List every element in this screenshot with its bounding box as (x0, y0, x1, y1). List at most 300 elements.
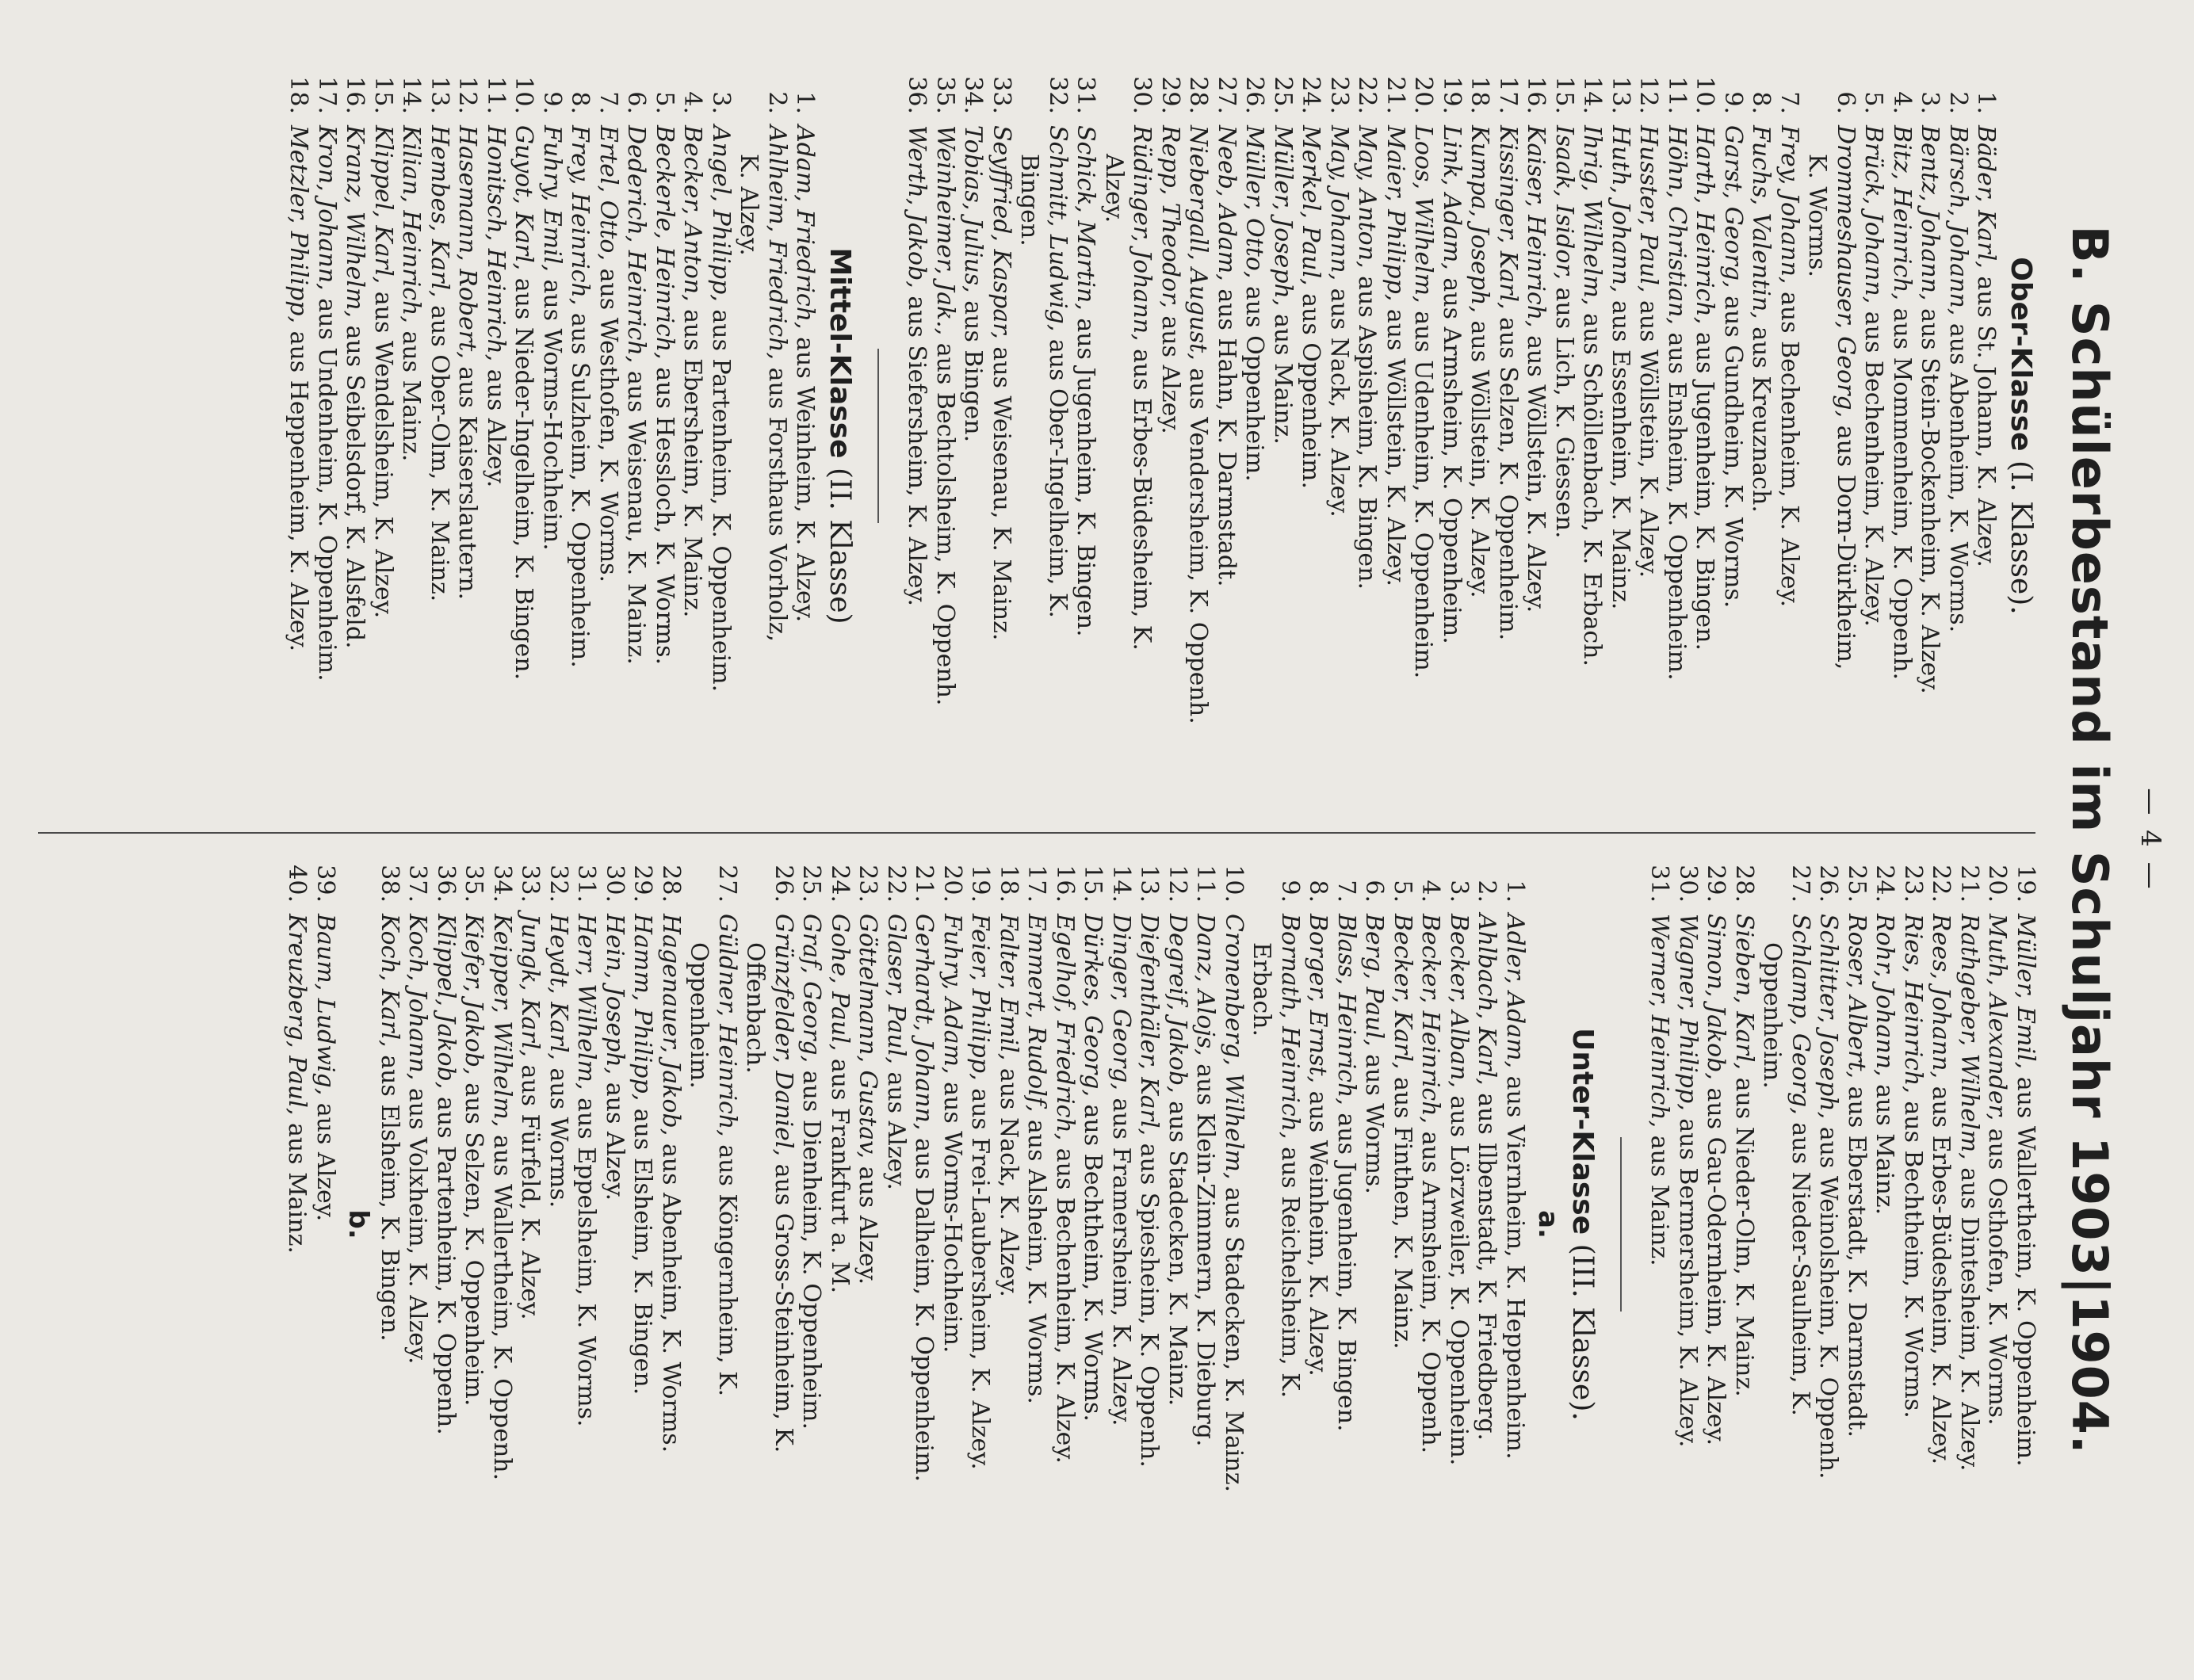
student-entry (460, 852, 488, 1597)
entry-number: 3. (1445, 880, 1473, 903)
student-origin: aus Osthofen, K. Worms. (1983, 1128, 2012, 1426)
student-origin-continued: Oppenheim. (1758, 942, 1787, 1089)
student-name: Dederich, Heinrich, (622, 125, 651, 364)
entry-text (938, 914, 967, 1597)
student-entry (1107, 852, 1136, 1597)
entry-number: 7. (1775, 91, 1803, 114)
mittel-klasse-list-continued (1646, 852, 2039, 1597)
student-origin: aus Eberstadt, K. Darmstadt. (1843, 1086, 1871, 1438)
student-entry (572, 852, 601, 1597)
entry-text (1438, 125, 1466, 808)
student-name: Rüdinger, Johann, (1128, 125, 1156, 342)
entry-text (1304, 914, 1332, 1597)
column-divider (38, 832, 2035, 834)
student-origin-continued: Oppenheim. (685, 942, 713, 1089)
student-name: May, Anton, (1353, 125, 1382, 269)
student-entry (1607, 63, 1635, 808)
entry-number: 21. (910, 865, 938, 903)
student-origin: aus Siefersheim, K. Alzey. (903, 296, 931, 607)
student-entry (685, 852, 741, 1597)
student-origin: aus Dintesheim, K. Alzey. (1955, 1167, 1983, 1472)
entry-number: 9. (1276, 880, 1304, 903)
entry-text (1814, 914, 1843, 1597)
entry-text (1944, 125, 1973, 808)
ober-klasse-list (903, 63, 2001, 808)
entry-text (1184, 125, 1213, 808)
student-origin: aus Dalheim, K. Oppenheim. (910, 1137, 938, 1483)
student-origin: aus Vendersheim, K. Oppenh. (1184, 368, 1213, 724)
entry-number: 19. (2012, 865, 2039, 903)
entry-text (1550, 125, 1579, 808)
entry-number: 39. (312, 865, 339, 903)
student-entry (2012, 852, 2040, 1597)
student-entry (1022, 852, 1051, 1597)
entry-text (1607, 125, 1635, 808)
student-name: Angel, Philipp, (707, 125, 735, 302)
student-entry (1325, 63, 1354, 808)
entry-number: 17. (1022, 865, 1051, 903)
entry-text (931, 125, 960, 808)
entry-number: 11. (1663, 76, 1691, 114)
student-entry (622, 63, 651, 808)
student-entry (657, 852, 686, 1597)
entry-text (678, 125, 707, 808)
student-name: Merkel, Paul, (1297, 125, 1325, 286)
student-name: Ihrig, Wilhelm, (1578, 125, 1607, 306)
student-origin: aus Dienheim, K. Oppenheim. (797, 1070, 826, 1430)
student-origin: aus Frankfurt a. M. (826, 1058, 854, 1294)
entry-text (1871, 914, 1899, 1597)
student-entry (1297, 63, 1325, 808)
student-origin-continued: K. Worms. (1803, 154, 1832, 278)
student-name: Schick, Martin, (1072, 125, 1100, 311)
student-entry (482, 63, 510, 808)
student-name: Fuhry, Emil, (538, 125, 566, 272)
student-origin: aus Jugenheim, K. Bingen. (1072, 318, 1100, 637)
ober-klasse-heading (2007, 63, 2035, 808)
entry-number: 25. (1269, 76, 1297, 114)
entry-number: 24. (826, 865, 854, 903)
student-name: Kranz, Wilhelm, (341, 125, 369, 318)
student-origin: aus Selzen, K. Oppenheim. (460, 1082, 488, 1407)
student-origin: aus Alzey. (882, 1071, 910, 1190)
student-entry (1691, 63, 1719, 808)
entry-text (510, 125, 538, 808)
student-entry (1944, 63, 1973, 808)
entry-text (1416, 914, 1445, 1597)
student-name: Honitsch, Heinrich, (482, 125, 510, 362)
student-name: Jungk, Karl, (516, 914, 545, 1057)
student-entry (903, 63, 931, 808)
entry-text (285, 125, 313, 808)
entry-text (1191, 914, 1220, 1597)
entry-number: 24. (1297, 76, 1325, 114)
student-origin: aus Undenheim, K. Oppenheim. (313, 298, 341, 682)
student-entry (1888, 63, 1917, 808)
entry-text (1899, 914, 1928, 1597)
student-name: Kilian, Heinrich, (397, 125, 426, 323)
entry-text (1466, 125, 1494, 808)
student-origin: aus Kreuznach. (1747, 326, 1775, 513)
student-name: Metzler, Philipp, (285, 125, 313, 324)
entry-number: 22. (882, 865, 910, 903)
entry-number: 16. (1051, 865, 1079, 903)
entry-text (1409, 125, 1438, 808)
entry-number: 5. (651, 91, 678, 114)
student-entry (397, 63, 426, 808)
entry-text (1843, 914, 1871, 1597)
entry-number: 22. (1927, 865, 1955, 903)
student-origin: aus Wöllstein, K. Alzey. (1522, 335, 1550, 613)
entry-text (1445, 914, 1473, 1597)
student-name: Kiefer, Jakob, (460, 914, 488, 1075)
unter-klasse-sub-b: b. (342, 1209, 375, 1239)
student-name: Muth, Alexander, (1983, 914, 2012, 1121)
student-entry (959, 63, 988, 808)
student-name: Schlitter, Joseph, (1814, 914, 1843, 1120)
student-entry (453, 63, 482, 808)
student-name: Güldner, Heinrich, (713, 914, 741, 1137)
entry-text (397, 125, 426, 808)
entry-number: 10. (1691, 76, 1719, 114)
student-origin: aus Alzey. (854, 1166, 882, 1285)
entry-text (1240, 125, 1269, 808)
entry-number: 29. (1702, 865, 1730, 903)
student-entry (1955, 852, 1984, 1597)
entry-number: 31. (1072, 76, 1100, 114)
student-name: Heydt, Karl, (545, 914, 572, 1060)
entry-number: 2. (1473, 880, 1501, 903)
right-column (283, 852, 2039, 1597)
left-column (285, 63, 2039, 808)
student-entry (594, 63, 623, 808)
student-name: Baum, Ludwig, (312, 914, 339, 1096)
student-name: Niebergall, August, (1184, 125, 1213, 361)
student-entry (797, 852, 826, 1597)
student-entry (707, 63, 736, 808)
student-entry (566, 63, 594, 808)
student-name: Hamm, Philipp, (629, 914, 657, 1102)
entry-text (854, 914, 882, 1597)
student-entry (1803, 63, 1860, 808)
entry-number: 16. (1522, 76, 1550, 114)
student-name: Kumpa, Joseph, (1466, 125, 1494, 313)
student-entry (1473, 852, 1501, 1597)
entry-text (1213, 125, 1241, 808)
student-origin: aus Partenheim, K. Oppenheim. (707, 309, 735, 693)
student-entry (601, 852, 629, 1597)
student-origin: aus Elsheim, K. Bingen. (629, 1108, 657, 1396)
student-entry (1079, 852, 1107, 1597)
entry-number: 4. (1416, 880, 1445, 903)
entry-text (1691, 125, 1719, 808)
mittel-klasse-heading (826, 63, 854, 808)
student-origin: aus Mainz. (397, 330, 426, 462)
student-entry (426, 63, 454, 808)
unter-klasse-list-a (376, 852, 1530, 1597)
student-origin: aus Mommenheim, K. Oppenh. (1888, 307, 1916, 681)
entry-number: 15. (369, 76, 397, 114)
student-origin: aus Armsheim, K. Oppenheim. (1438, 277, 1466, 644)
mittel-klasse-list (285, 63, 820, 808)
entry-number: 9. (1719, 91, 1747, 114)
entry-number: 18. (995, 865, 1022, 903)
entry-number: 27. (1213, 76, 1240, 114)
entry-text (1730, 914, 1759, 1597)
student-name: Herr, Wilhelm, (572, 914, 601, 1090)
student-name: Schmitt, Ludwig, (1044, 125, 1072, 332)
student-entry (1646, 852, 1674, 1597)
entry-text (1634, 125, 1663, 808)
student-origin: aus Mainz. (1646, 1135, 1674, 1266)
entry-number: 19. (1438, 76, 1466, 114)
entry-number: 30. (601, 865, 629, 903)
student-name: Egelhof, Friedrich, (1051, 914, 1079, 1141)
entry-text (735, 125, 791, 808)
entry-number: 23. (1325, 76, 1353, 114)
entry-text (1022, 914, 1051, 1597)
entry-text (910, 914, 938, 1597)
unter-klasse-title: Unter-Klasse (1566, 1028, 1599, 1235)
student-entry (1494, 63, 1523, 808)
student-origin: aus Wöllstein, K. Alzey. (1466, 320, 1494, 598)
student-entry (1156, 63, 1185, 808)
entry-number: 36. (432, 865, 460, 903)
student-entry (312, 852, 340, 1597)
student-origin: aus Mainz. (1871, 1084, 1899, 1216)
entry-text (1051, 914, 1080, 1597)
entry-text (1775, 125, 1804, 808)
entry-text (959, 125, 988, 808)
entry-number: 25. (797, 865, 826, 903)
student-entry (995, 852, 1023, 1597)
entry-text (1983, 914, 2012, 1597)
entry-number: 14. (397, 76, 426, 114)
student-name: Fuhry, Adam, (938, 914, 966, 1075)
entry-text (1494, 125, 1523, 808)
student-entry (1269, 63, 1298, 808)
entry-text (516, 914, 545, 1597)
student-entry (629, 852, 657, 1597)
student-entry (1916, 63, 1944, 808)
student-origin: aus Weinolsheim, K. Oppenh. (1814, 1126, 1843, 1480)
student-origin: aus Jugenheim, K. Bingen. (1691, 331, 1719, 651)
student-name: Koch, Karl, (376, 914, 403, 1048)
entry-text (1382, 125, 1410, 808)
entry-number: 28. (1184, 76, 1213, 114)
student-origin: aus Gundheim, K. Worms. (1719, 296, 1747, 609)
student-origin: aus Weisenau, K. Mainz. (622, 370, 651, 665)
student-origin: aus Wöllstein, K. Alzey. (1634, 300, 1663, 578)
entry-number: 26. (1240, 76, 1269, 114)
entry-text (1578, 125, 1607, 808)
entry-text (283, 914, 312, 1597)
entry-number: 21. (1955, 865, 1983, 903)
entry-number: 13. (1607, 76, 1634, 114)
entry-text (1916, 125, 1944, 808)
student-origin: aus Eppelsheim, K. Worms. (572, 1098, 601, 1427)
student-entry (1747, 63, 1775, 808)
entry-number: 9. (538, 91, 566, 114)
student-name: Klippel, Karl, (369, 125, 397, 284)
entry-text (1646, 914, 1674, 1597)
entry-number: 25. (1843, 865, 1871, 903)
student-name: Kaiser, Heinrich, (1522, 125, 1550, 328)
entry-number: 28. (1730, 865, 1758, 903)
student-name: Becker, Alban, (1445, 914, 1473, 1088)
student-name: Bärsch, Johann, (1944, 125, 1972, 316)
student-name: Klippel, Jakob, (432, 914, 460, 1090)
student-name: Beckerle, Heinrich, (651, 125, 678, 360)
student-origin: aus Fürfeld, K. Alzey. (516, 1064, 545, 1320)
student-name: Ahlbach, Karl, (1473, 914, 1501, 1086)
student-origin: aus Weisenau, K. Mainz. (988, 346, 1015, 641)
student-entry (1416, 852, 1445, 1597)
entry-text (538, 125, 567, 808)
student-name: Rees, Johann, (1927, 914, 1955, 1079)
student-entry (678, 63, 707, 808)
student-entry (1899, 852, 1928, 1597)
student-name: Falter, Emil, (995, 914, 1022, 1061)
section-divider (877, 349, 879, 523)
entry-text (651, 125, 679, 808)
student-entry (1360, 852, 1389, 1597)
student-origin: aus Klein-Zimmern, K. Dieburg. (1191, 1063, 1220, 1447)
entry-number: 21. (1382, 76, 1409, 114)
student-entry (369, 63, 398, 808)
student-origin: aus Bechtheim, K. Worms. (1899, 1101, 1927, 1418)
entry-number: 32. (1044, 76, 1072, 114)
student-origin: aus Stein-Bockenheim, K. Alzey. (1916, 308, 1944, 694)
student-entry (313, 63, 342, 808)
student-entry (1860, 63, 1888, 808)
entry-number: 30. (1674, 865, 1702, 903)
entry-number: 1. (1972, 91, 2001, 114)
entry-number: 26. (770, 865, 797, 903)
student-name: Weinheimer, Jak., (931, 125, 959, 336)
entry-number: 7. (594, 91, 622, 114)
entry-text (882, 914, 911, 1597)
student-name: Roser, Albert, (1843, 914, 1871, 1079)
entry-number: 5. (1389, 880, 1416, 903)
unter-klasse-heading (1566, 852, 1599, 1597)
entry-number: 20. (938, 865, 966, 903)
student-entry (651, 63, 679, 808)
entry-text (1100, 125, 1156, 808)
entry-text (566, 125, 594, 808)
entry-number: 3. (1916, 91, 1944, 114)
entry-number: 20. (1983, 865, 2012, 903)
student-name: Frey, Johann, (1775, 125, 1803, 284)
student-entry (938, 852, 967, 1597)
entry-text (903, 125, 931, 808)
student-origin: aus Nieder-Saulheim, K. (1787, 1122, 1814, 1416)
student-name: Keipper, Wilhelm, (488, 914, 516, 1128)
student-origin: aus Ensheim, K. Oppenheim. (1663, 332, 1691, 681)
student-origin: aus Armsheim, K. Oppenh. (1416, 1131, 1445, 1454)
student-origin: aus Jugenheim, K. Bingen. (1332, 1113, 1360, 1432)
entry-text (707, 125, 736, 808)
entry-number: 26. (1814, 865, 1843, 903)
student-name: Rohr, Johann, (1871, 914, 1899, 1077)
entry-number: 22. (1353, 76, 1382, 114)
student-name: Bitz, Heinrich, (1888, 125, 1916, 301)
entry-text (741, 914, 797, 1597)
entry-text (1269, 125, 1298, 808)
student-origin: aus Alsheim, K. Worms. (1022, 1119, 1051, 1404)
student-entry (545, 852, 573, 1597)
student-name: Gerhardt, Johann, (910, 914, 938, 1131)
student-origin: aus Nack, K. Alzey. (995, 1067, 1022, 1297)
student-entry (1663, 63, 1691, 808)
student-entry (1550, 63, 1579, 808)
entry-number: 17. (1494, 76, 1522, 114)
student-entry (538, 63, 567, 808)
student-entry (1814, 852, 1843, 1597)
student-name: Berg, Paul, (1360, 914, 1389, 1047)
ober-klasse-title: Ober-Klasse (2005, 257, 2037, 452)
student-name: Ries, Heinrich, (1899, 914, 1927, 1094)
entry-text (1164, 914, 1192, 1597)
entry-text (1220, 914, 1248, 1597)
entry-number: 5. (1860, 91, 1888, 114)
entry-text (1803, 125, 1860, 808)
entry-number: 13. (1135, 865, 1164, 903)
entry-text (460, 914, 488, 1597)
entry-number: 13. (426, 76, 453, 114)
student-name: Link, Adam, (1438, 125, 1466, 270)
entry-text (594, 125, 623, 808)
student-name: Rathgeber, Wilhelm, (1955, 914, 1983, 1160)
student-name: Kron, Johann, (313, 125, 341, 291)
student-name: Isaak, Isidor, (1550, 125, 1578, 280)
entry-text (791, 125, 820, 808)
student-entry (1304, 852, 1332, 1597)
mittel-klasse-label: (II. Klasse) (824, 468, 856, 624)
student-origin: aus Dorn-Dürkheim, (1832, 425, 1860, 670)
entry-text (1747, 125, 1775, 808)
entry-text (1501, 914, 1530, 1597)
student-entry (1191, 852, 1220, 1597)
student-name: Blass, Heinrich, (1332, 914, 1360, 1105)
student-origin: aus Wöllstein, K. Alzey. (1382, 308, 1409, 587)
student-origin: aus Finthen, K. Mainz. (1389, 1076, 1416, 1350)
entry-number: 18. (285, 76, 313, 114)
section-divider (1620, 1137, 1622, 1312)
student-origin: aus Elsheim, K. Bingen. (376, 1055, 403, 1342)
entry-number: 10. (1220, 865, 1248, 903)
student-origin: aus Wendelsheim, K. Alzey. (369, 291, 397, 619)
student-name: Loos, Wilhelm, (1409, 125, 1438, 304)
student-entry (1843, 852, 1871, 1597)
student-name: Feier, Philipp, (966, 914, 995, 1081)
entry-text (426, 125, 454, 808)
student-entry (1438, 63, 1466, 808)
student-origin-continued: Offenbach. (741, 942, 770, 1074)
student-name: May, Johann, (1325, 125, 1353, 281)
student-entry (826, 852, 854, 1597)
entry-text (966, 914, 995, 1597)
student-entry (854, 852, 882, 1597)
student-name: Grünzfelder, Daniel, (770, 914, 797, 1157)
entry-number: 34. (959, 76, 988, 114)
student-origin: aus Bechtolsheim, K. Oppenh. (931, 342, 959, 706)
student-origin: aus Mainz. (1269, 313, 1297, 445)
student-origin: aus Wallertheim, K. Oppenheim. (2012, 1076, 2039, 1467)
student-name: Glaser, Paul, (882, 914, 910, 1064)
entry-text (2012, 914, 2040, 1597)
student-entry (1332, 852, 1361, 1597)
